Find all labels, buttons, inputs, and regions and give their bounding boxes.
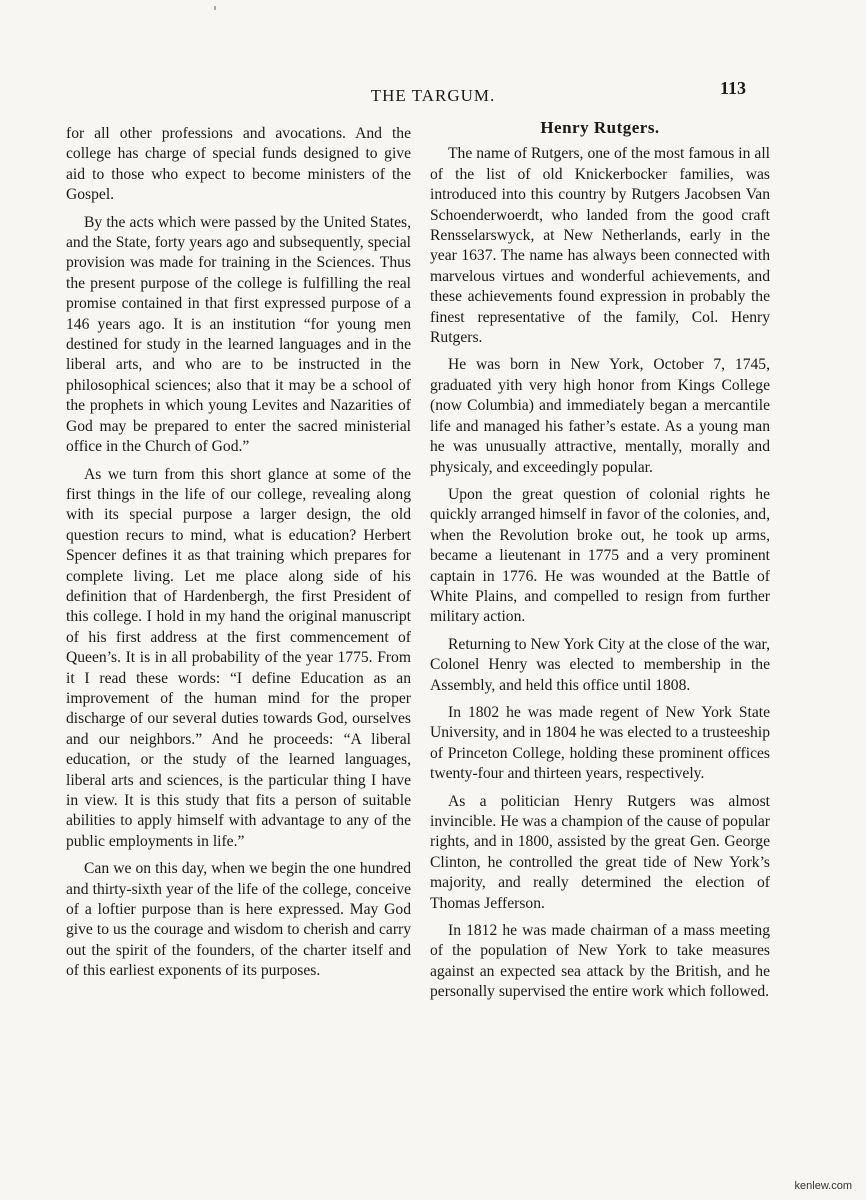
paper-speck [214,6,216,10]
paragraph: Upon the great question of colonial rights he quickly arranged himself in favor of the colonies, and, when the Revolution broke out, he took up arms, became a lieutenant in 1775 and a very prominent captain in 1776. He was wounded at the Battle of White Plains, and compelled to resign from further military action. [430,485,770,626]
paragraph: for all other professions and avocations. And the college has charge of special funds designed to give aid to those who expect to become ministers of the Gospel. [66,125,411,204]
right-column [430,118,770,1010]
paragraph: As we turn from this short glance at some of the first things in the life of our college, revealing along with its special purpose a larger design, the old question recurs to mind, what is education? Herbert Spencer defines it as that training which prepares for complete living. Let me place along side of his definition that of Hardenbergh, the first President of this college. I hold in my hand the original manuscript of his first address at the first commencement of Queen’s. It is in all probability of the year 1775. From it I read these words: “I define Education as an improvement of the human mind for the proper discharge of our several duties towards God, ourselves and our neighbors.” And he proceeds: “A liberal education, or the study of the learned languages, liberal arts and sciences, is the particular thing I have in view. It is this study that fits a person of suitable abilities to apply himself with advantage to any of the public employments in life.” [66,465,411,850]
paragraph: Returning to New York City at the close of the war, Colonel Henry was elected to membership in the Assembly, and held this office until 1808. [430,635,770,694]
running-header-title: THE TARGUM. [370,86,496,105]
paragraph: In 1812 he was made chairman of a mass meeting of the population of New York to take measures against an expected sea attack by the British, and he personally supervised the entire work which followed. [430,922,770,1001]
section-title: Henry Rutgers. [540,118,660,137]
paragraph: By the acts which were passed by the United States, and the State, forty years ago and subsequently, special provision was made for training in the Sciences. Thus the present purpose of the college is fulfilling the real promise contained in that first expressed purpose of a 146 years ago. It is an institution “for young men destined for study in the learned languages and in the liberal arts, and who are to be instructed in the philosophical sciences; also that it may be a school of the prophets in which young Levites and Nazarities of God may be prepared to enter the sacred ministerial office in the Church of God.” [66,213,411,456]
paragraph: Can we on this day, when we begin the one hundred and thirty-sixth year of the life of the college, conceive of a loftier purpose than is here expressed. May God give to us the courage and wisdom to cherish and carry out the spirit of the founders, of the charter itself and of this earliest exponents of its purposes. [66,860,411,980]
paragraph: He was born in New York, October 7, 1745, graduated yith very high honor from Kings College (now Columbia) and immediately began a mercantile life and managed his father’s estate. As a young man he was unusually attractive, mentally, morally and physicaly, and exceedingly popular. [430,356,770,476]
left-column [66,124,411,989]
watermark: kenlew.com [794,1180,852,1192]
paragraph: As a politician Henry Rutgers was almost invincible. He was a champion of the cause of popular rights, and in 1800, assisted by the great Gen. George Clinton, he controlled the great tide of New York’s majority, and really determined the election of Thomas Jefferson. [430,792,770,912]
paragraph: In 1802 he was made regent of New York State University, and in 1804 he was elected to a trusteeship of Princeton College, holding these prominent offices twenty-four and thirteen years, respectively. [430,703,770,783]
page-number: 113 [720,78,747,98]
paragraph: The name of Rutgers, one of the most famous in all of the list of old Knickerbocker families, was introduced into this country by Rutgers Jacobsen Van Schoenderwoerdt, who landed from the good craft Rensselarswyck, at New Netherlands, early in the year 1637. The name has always been connected with marvelous virtues and wonderful achievements, and these achievements found expression in probably the finest representative of the family, Col. Henry Rutgers. [430,145,770,347]
